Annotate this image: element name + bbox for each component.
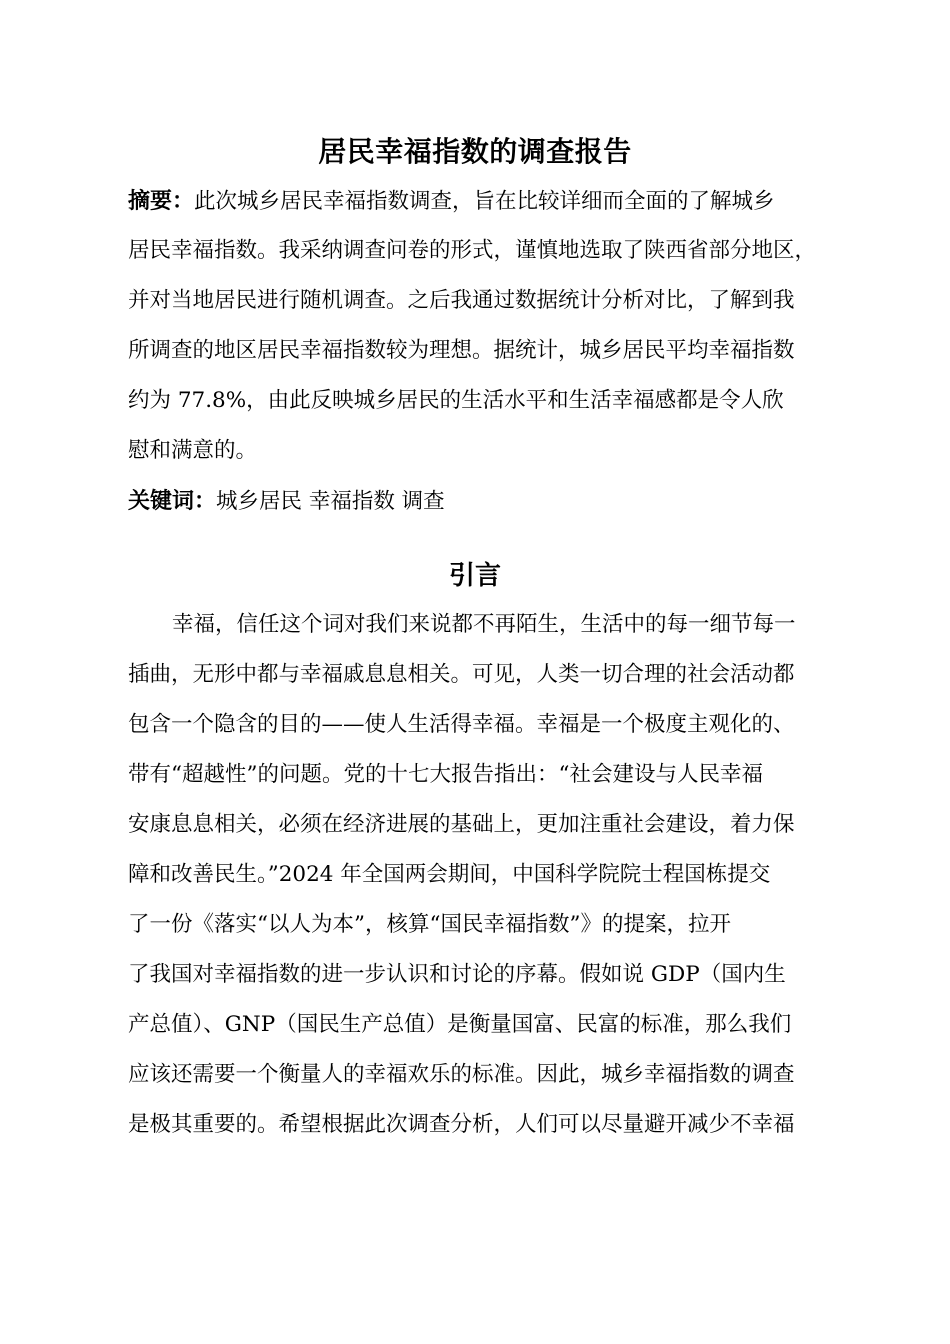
intro-line-10: 应该还需要一个衡量人的幸福欢乐的标准。因此，城乡幸福指数的调查 bbox=[128, 1062, 795, 1087]
keywords-line bbox=[128, 476, 828, 527]
abstract-label: 摘要： bbox=[128, 188, 195, 214]
intro-line-5: 安康息息相关，必须在经济进展的基础上，更加注重社会建设，着力保 bbox=[128, 812, 795, 837]
intro-line-11: 是极其重要的。希望根据此次调查分析，人们可以尽量避开减少不幸福 bbox=[128, 1112, 795, 1137]
intro-line-2: 插曲，无形中都与幸福戚息息相关。可见，人类一切合理的社会活动都 bbox=[128, 662, 795, 687]
abstract-line-3: 并对当地居民进行随机调查。之后我通过数据统计分析对比，了解到我 bbox=[128, 288, 795, 313]
abstract-line-2: 居民幸福指数。我采纳调查问卷的形式，谨慎地选取了陕西省部分地区， bbox=[128, 238, 817, 263]
intro-line-7: 了一份《落实“以人为本”，核算“国民幸福指数”》的提案，拉开 bbox=[128, 912, 731, 937]
intro-line-3: 包含一个隐含的目的——使人生活得幸福。幸福是一个极度主观化的、 bbox=[128, 712, 795, 737]
keywords-label: 关键词： bbox=[128, 488, 217, 514]
abstract-text: 此次城乡居民幸福指数调查，旨在比较详细而全面的了解城乡 bbox=[194, 189, 775, 214]
abstract-line-6: 慰和满意的。 bbox=[128, 438, 258, 463]
intro-line-4: 带有“超越性”的问题。党的十七大报告指出：“社会建设与人民幸福 bbox=[128, 762, 763, 787]
intro-heading: 引言 bbox=[448, 561, 501, 591]
abstract-line-5: 约为 77.8%，由此反映城乡居民的生活水平和生活幸福感都是令人欣 bbox=[128, 388, 784, 413]
intro-line-6: 障和改善民生。”2024 年全国两会期间，中国科学院院士程国栋提交 bbox=[128, 862, 771, 887]
abstract-line-1 bbox=[128, 176, 828, 227]
document-title: 居民幸福指数的调查报告 bbox=[318, 135, 632, 168]
abstract-line-4: 所调查的地区居民幸福指数较为理想。据统计，城乡居民平均幸福指数 bbox=[128, 338, 795, 363]
intro-line-9: 产总值）、GNP（国民生产总值）是衡量国富、民富的标准，那么我们 bbox=[128, 1012, 792, 1037]
intro-line-8: 了我国对幸福指数的进一步认识和讨论的序幕。假如说 GDP（国内生 bbox=[128, 962, 786, 987]
intro-line-1: 幸福，信任这个词对我们来说都不再陌生，生活中的每一细节每一 bbox=[172, 612, 796, 637]
keywords-text: 城乡居民 幸福指数 调查 bbox=[216, 489, 445, 514]
